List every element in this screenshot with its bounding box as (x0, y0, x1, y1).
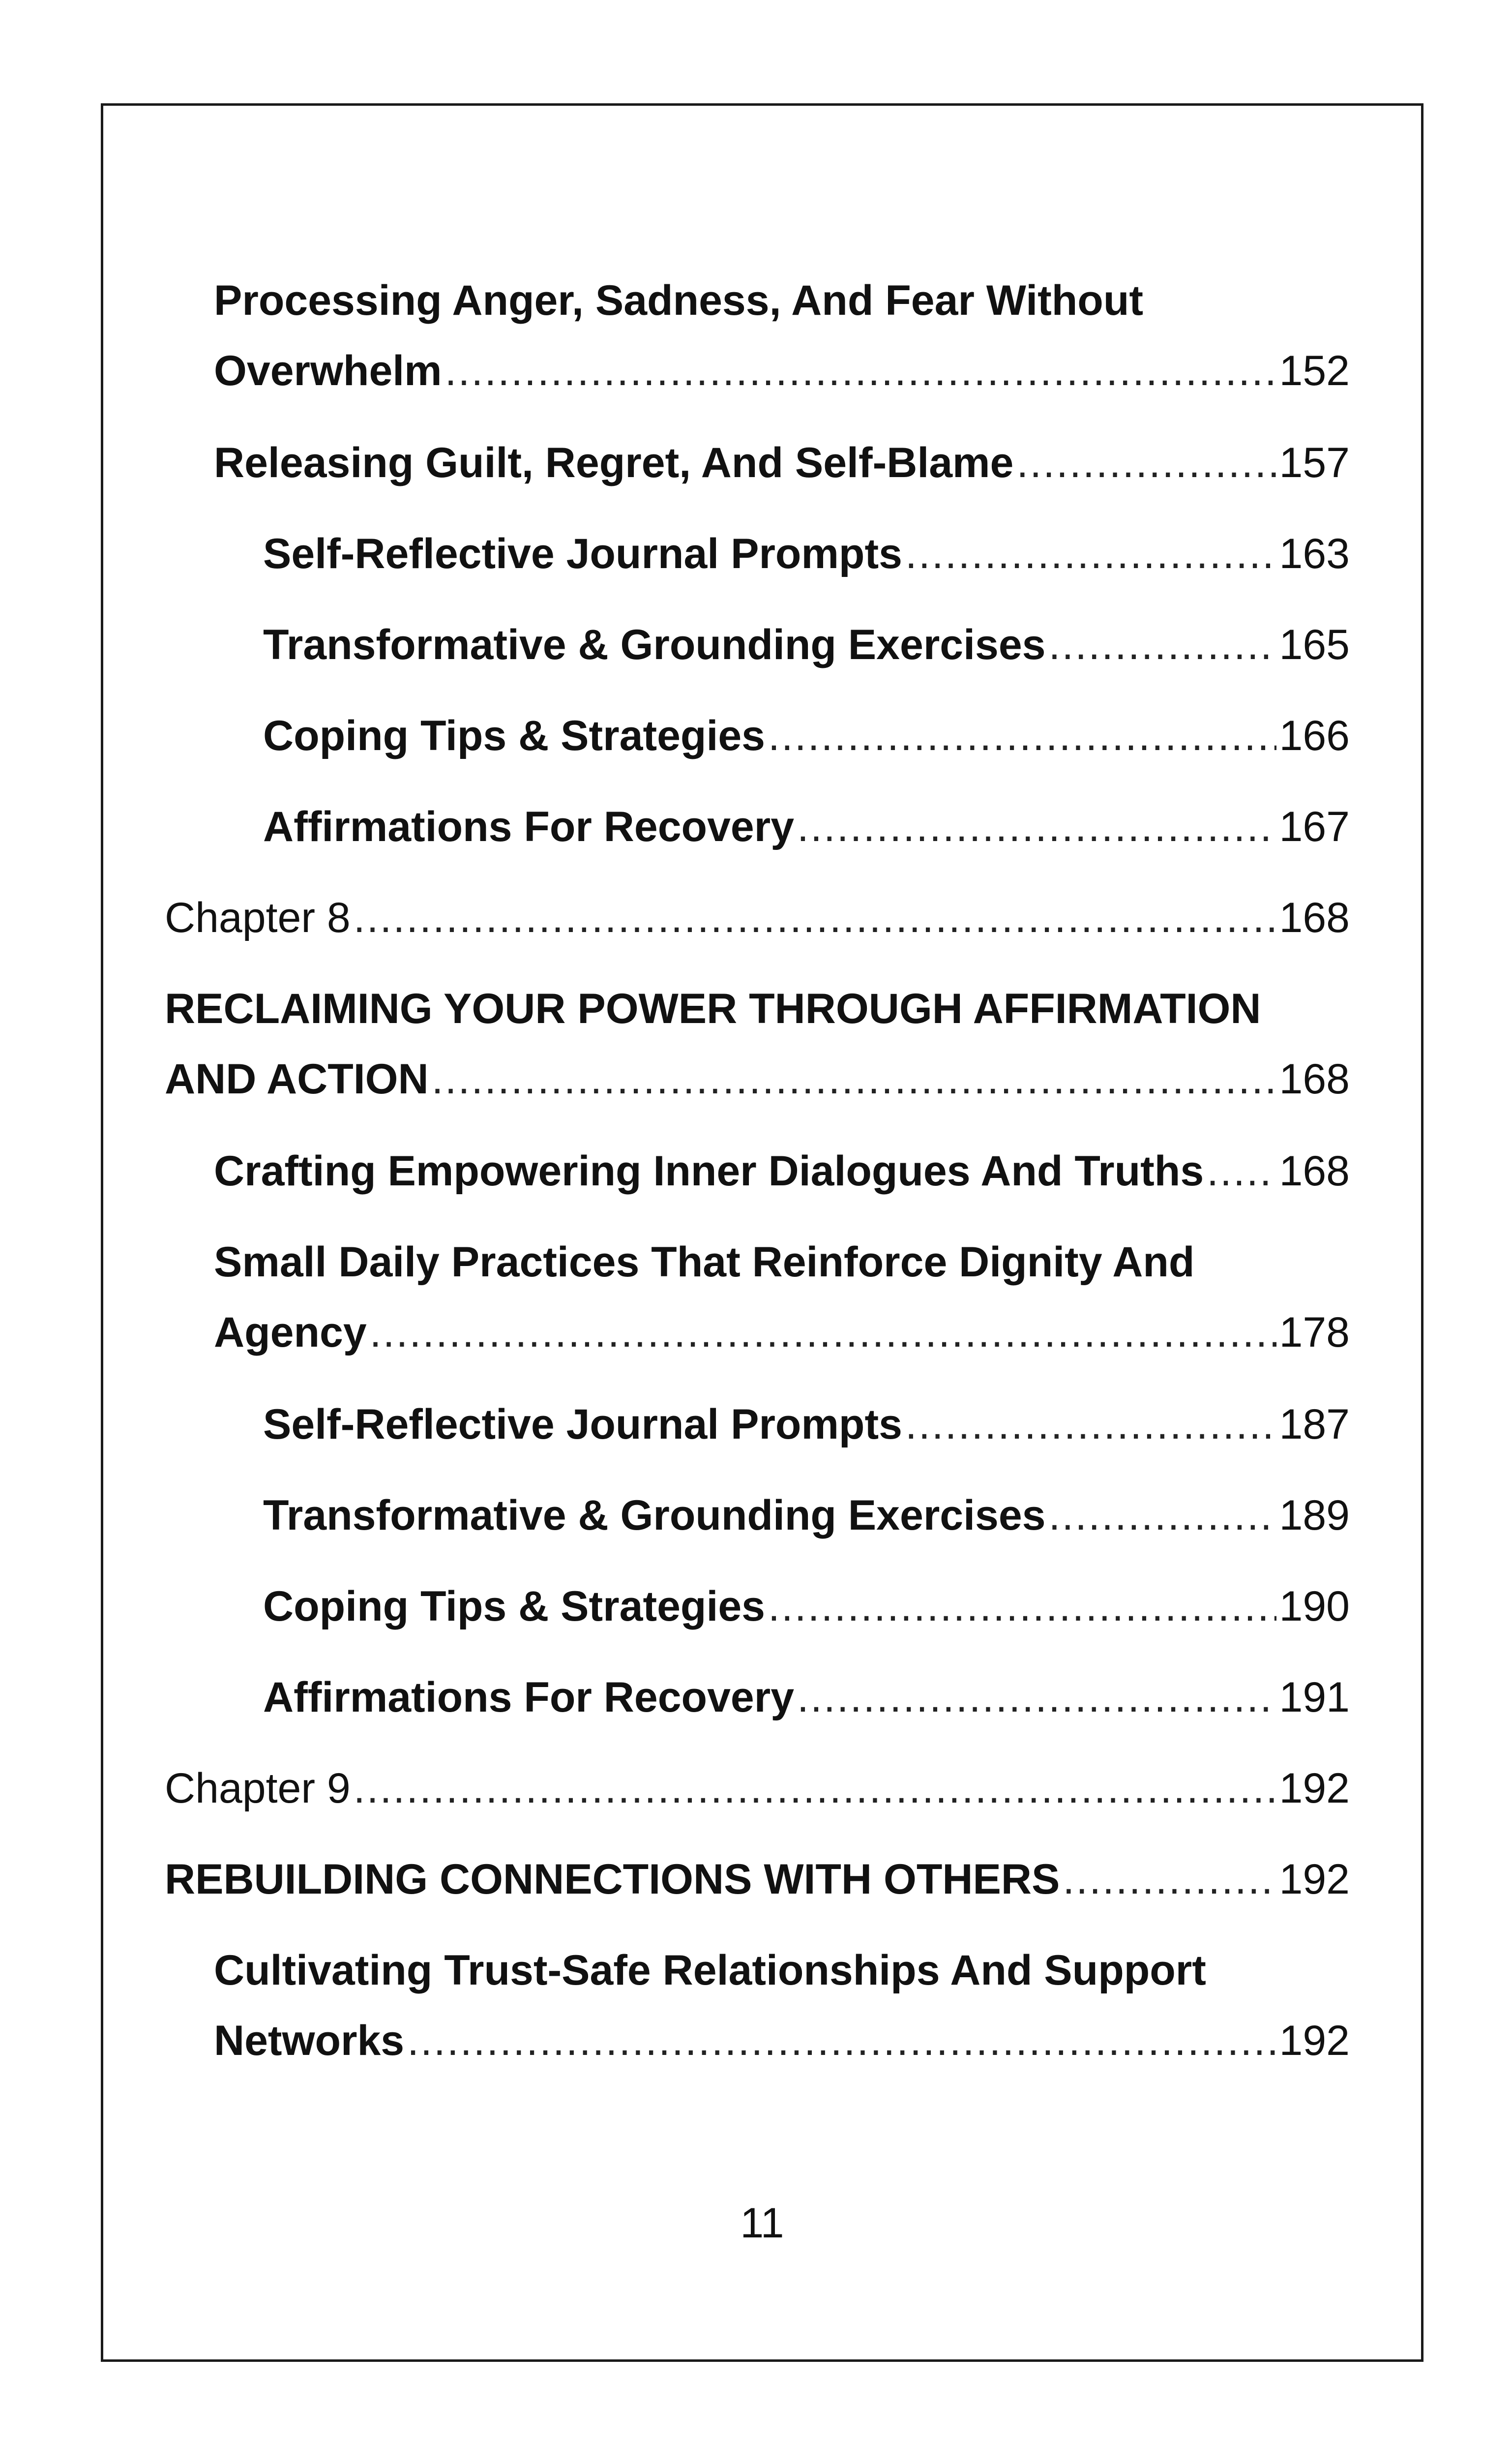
dot-leader (1049, 1480, 1276, 1551)
toc-entry-title-line1: Processing Anger, Sadness, And Fear Without (214, 277, 1143, 324)
toc-entry-page: 166 (1279, 712, 1350, 759)
toc-entry-page: 168 (1279, 1056, 1350, 1103)
toc-entry-inner-dialogues[interactable] (214, 1136, 1350, 1206)
toc-entry-title: Transformative & Grounding Exercises (263, 621, 1046, 668)
table-of-contents (103, 106, 1421, 2359)
toc-entry-page: 192 (1279, 1765, 1350, 1812)
toc-entry-title: Chapter 9 (165, 1765, 351, 1812)
toc-entry-page: 190 (1279, 1583, 1350, 1630)
toc-entry-title: Affirmations For Recovery (263, 1674, 795, 1721)
toc-entry-page: 168 (1279, 1147, 1350, 1195)
toc-entry-page: 152 (1279, 347, 1350, 394)
toc-entry-title: Overwhelm (214, 347, 442, 394)
toc-entry-coping-tips[interactable] (263, 1571, 1350, 1642)
toc-entry-page: 157 (1279, 439, 1350, 486)
dot-leader (797, 792, 1276, 862)
toc-entry-title: Chapter 8 (165, 894, 351, 941)
toc-entry-title: REBUILDING CONNECTIONS WITH OTHERS (165, 1856, 1060, 1903)
toc-entry-title: AND ACTION (165, 1056, 429, 1103)
toc-entry-releasing-guilt[interactable] (214, 428, 1350, 498)
dot-leader (354, 883, 1276, 953)
toc-entry-title: Self-Reflective Journal Prompts (263, 1401, 902, 1448)
toc-entry-journal-prompts[interactable] (263, 519, 1350, 589)
dot-leader (354, 1753, 1276, 1824)
toc-entry-title: Crafting Empowering Inner Dialogues And Truths (214, 1147, 1204, 1195)
dot-leader (905, 519, 1276, 589)
toc-entry-page: 165 (1279, 621, 1350, 668)
toc-entry-page: 189 (1279, 1492, 1350, 1539)
toc-entry-title: Transformative & Grounding Exercises (263, 1492, 1046, 1539)
toc-entry-journal-prompts[interactable] (263, 1389, 1350, 1460)
toc-entry-page: 192 (1279, 2017, 1350, 2064)
toc-entry-rebuilding-connections[interactable] (165, 1844, 1350, 1915)
dot-leader (445, 336, 1276, 406)
toc-entry-reclaiming-power[interactable] (165, 974, 1350, 1115)
dot-leader (370, 1297, 1276, 1368)
toc-entry-chapter-8[interactable] (165, 883, 1350, 953)
toc-entry-page: 167 (1279, 803, 1350, 850)
dot-leader (1063, 1844, 1276, 1915)
toc-entry-title: Agency (214, 1309, 367, 1356)
toc-entry-grounding-exercises[interactable] (263, 610, 1350, 680)
toc-entry-coping-tips[interactable] (263, 701, 1350, 771)
toc-entry-title: Affirmations For Recovery (263, 803, 795, 850)
page-number: 11 (740, 2200, 784, 2247)
toc-entry-title-line1: RECLAIMING YOUR POWER THROUGH AFFIRMATION (165, 985, 1261, 1032)
toc-entry-trust-safe-relationships[interactable] (214, 1935, 1350, 2076)
toc-entry-page: 187 (1279, 1401, 1350, 1448)
dot-leader (432, 1044, 1276, 1115)
dot-leader (768, 701, 1276, 771)
toc-entry-processing-anger[interactable] (214, 266, 1350, 406)
toc-entry-page: 192 (1279, 1856, 1350, 1903)
dot-leader (407, 2006, 1276, 2076)
toc-entry-page: 178 (1279, 1309, 1350, 1356)
toc-entry-title-line1: Cultivating Trust-Safe Relationships And Support (214, 1947, 1206, 1994)
toc-entry-page: 163 (1279, 530, 1350, 577)
page-frame (101, 103, 1423, 2362)
toc-entry-daily-practices[interactable] (214, 1227, 1350, 1368)
toc-entry-page: 191 (1279, 1674, 1350, 1721)
toc-entry-grounding-exercises[interactable] (263, 1480, 1350, 1551)
dot-leader (768, 1571, 1276, 1642)
toc-entry-title: Coping Tips & Strategies (263, 1583, 765, 1630)
toc-entry-affirmations[interactable] (263, 792, 1350, 862)
dot-leader (1207, 1136, 1276, 1206)
dot-leader (1016, 428, 1276, 498)
toc-entry-title: Networks (214, 2017, 405, 2064)
toc-entry-affirmations[interactable] (263, 1662, 1350, 1733)
toc-entry-title-line1: Small Daily Practices That Reinforce Dignity And (214, 1238, 1195, 1286)
dot-leader (797, 1662, 1276, 1733)
dot-leader (905, 1389, 1276, 1460)
toc-entry-chapter-9[interactable] (165, 1753, 1350, 1824)
toc-entry-title: Coping Tips & Strategies (263, 712, 765, 759)
dot-leader (1049, 610, 1276, 680)
toc-entry-page: 168 (1279, 894, 1350, 941)
toc-entry-title: Releasing Guilt, Regret, And Self-Blame (214, 439, 1014, 486)
toc-entry-title: Self-Reflective Journal Prompts (263, 530, 902, 577)
